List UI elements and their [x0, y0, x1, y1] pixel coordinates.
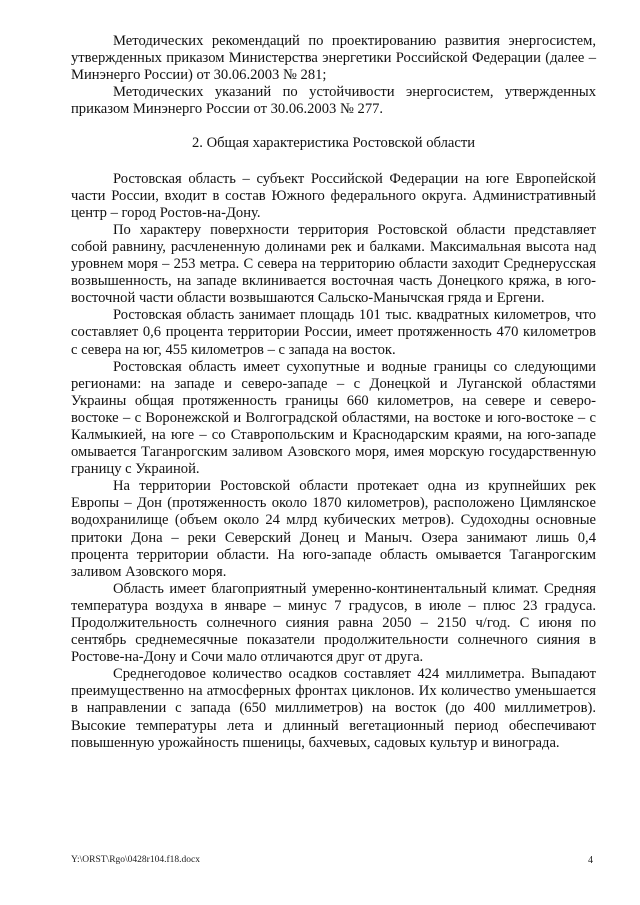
paragraph-overview: Ростовская область – субъект Российской Федерации на юге Европейской части России, входит в состав Южного федерального округа. Административный центр – город Ростов-на-Дону. — [71, 170, 596, 221]
paragraph-climate: Область имеет благоприятный умеренно-континентальный климат. Средняя температура воздуха в январе – минус 7 градусов, в июле – плюс 23 градуса. Продолжительность солнечного сияния равна 2050 – 2150 ч/год. С июня по сентябрь среднемесячные показатели продолжительности солнечного сияния в Ростове-на-Дону и Сочи мало отличаются друг от друга. — [71, 580, 596, 666]
paragraph-instructions: Методических указаний по устойчивости энергосистем, утвержденных приказом Минэнерго России от 30.06.2003 № 277. — [71, 84, 596, 118]
paragraph-area: Ростовская область занимает площадь 101 тыс. квадратных километров, что составляет 0,6 процента территории России, имеет протяженность 470 километров с севера на юг, 455 километров – с запада на восток. — [71, 307, 596, 358]
document-body — [71, 33, 596, 752]
paragraph-borders: Ростовская область имеет сухопутные и водные границы со следующими регионами: на западе и северо-западе – с Донецкой и Луганской областями Украины общая протяженность границы 660 километров, на севере и северо-востоке – с Воронежской и Волгоградской областями, на востоке и юго-востоке – с Калмыкией, на юге – со Ставропольским и Краснодарским краями, на юго-западе омывается Таганрогским заливом Азовского моря, имея морскую государственную границу с Украиной. — [71, 358, 596, 478]
paragraph-relief: По характеру поверхности территория Ростовской области представляет собой равнину, расчлененную долинами рек и балками. Максимальная высота над уровнем моря – 253 метра. С севера на территорию области заходит Среднерусская возвышенность, на западе вклинивается восточная часть Донецкого кряжа, в юго-восточной части области возвышаются Сальско-Манычская гряда и Ергени. — [71, 221, 596, 307]
footer-file-path: Y:\ORST\Rgo\0428r104.f18.docx — [71, 855, 200, 865]
paragraph-precipitation: Среднегодовое количество осадков составляет 424 миллиметра. Выпадают преимущественно на атмосферных фронтах циклонов. Их количество уменьшается в направлении с запада (650 миллиметров) на восток (до 400 миллиметров). Высокие температуры лета и длинный вегетационный период обеспечивают повышенную урожайность пшеницы, бахчевых, садовых культур и винограда. — [71, 666, 596, 751]
page-number: 4 — [588, 855, 593, 866]
section-heading: 2. Общая характеристика Ростовской области — [191, 135, 476, 152]
paragraph-rivers: На территории Ростовской области протекает одна из крупнейших рек Европы – Дон (протяженность около 1870 километров), расположено Цимлянское водохранилище (объем около 24 млрд кубических метров). Судоходны основные притоки Дона – реки Северский Донец и Маныч. Озера занимают лишь 0,4 процента территории области. На юго-западе область омывается Таганрогским заливом Азовского моря. — [71, 478, 596, 580]
paragraph-recommendations: Методических рекомендаций по проектированию развития энергосистем, утвержденных приказом Министерства энергетики Российской Федерации (далее – Минэнерго России) от 30.06.2003 № 281; — [71, 33, 596, 84]
